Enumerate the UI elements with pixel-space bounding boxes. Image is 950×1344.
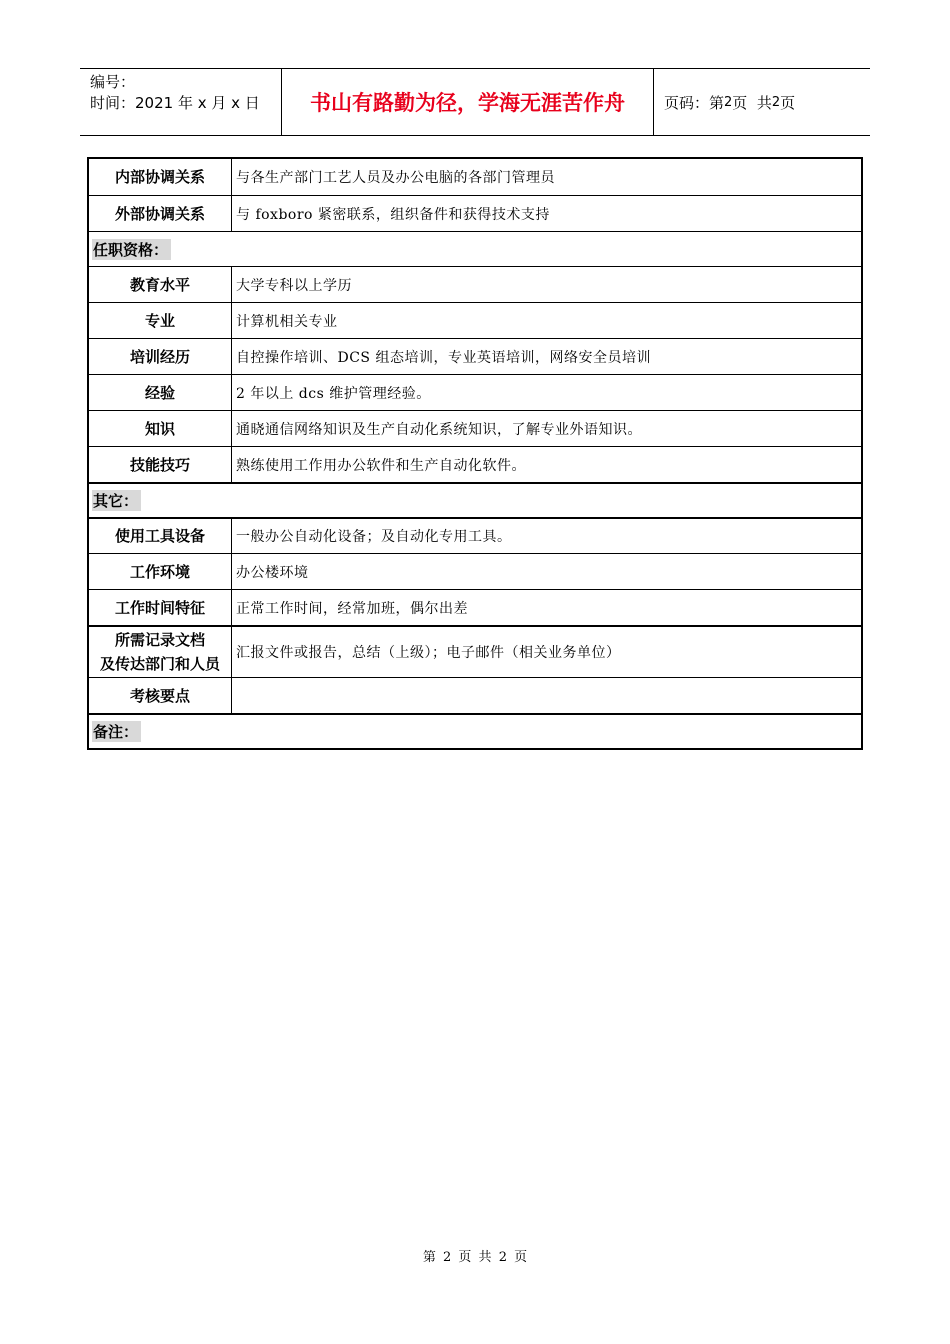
row-value: 2 年以上 dcs 维护管理经验。: [236, 385, 431, 402]
row-label: 知识: [89, 411, 232, 446]
row-value: 办公楼环境: [236, 564, 309, 581]
document-number-label: 编号：: [90, 73, 136, 91]
page-current: 2: [724, 94, 733, 110]
section-remarks: [89, 713, 861, 748]
page-footer: 第 2 页 共 2 页: [422, 1250, 528, 1265]
section-title: 任职资格：: [92, 239, 171, 260]
section-qualification: [89, 231, 861, 266]
row-label: 专业: [89, 303, 232, 338]
document-time: 时间：2021 年 x 月 x 日: [90, 94, 260, 112]
row-label: 考核要点: [89, 678, 232, 713]
row-label: 经验: [89, 375, 232, 410]
row-label-line: 及传达部门和人员: [99, 655, 220, 673]
row-label: 工作环境: [89, 554, 232, 589]
row-label: 外部协调关系: [89, 196, 232, 231]
page-total: 2: [771, 94, 781, 110]
section-other: [89, 482, 861, 517]
row-value: 自控操作培训、DCS 组态培训，专业英语培训，网络安全员培训: [236, 349, 651, 366]
row-value: 正常工作时间，经常加班，偶尔出差: [236, 600, 468, 617]
table-row: [89, 195, 861, 231]
row-label: 使用工具设备: [89, 519, 232, 553]
table-row: [89, 446, 861, 482]
row-label: 技能技巧: [89, 447, 232, 482]
table-row: [89, 374, 861, 410]
row-value: 通晓通信网络知识及生产自动化系统知识，了解专业外语知识。: [236, 421, 642, 438]
page-prefix: 页码：第: [664, 93, 725, 112]
table-row: [89, 266, 861, 302]
header-motto: 书山有路勤为径，学海无涯苦作舟: [282, 69, 654, 135]
row-label: 教育水平: [89, 267, 232, 302]
table-row: [89, 517, 861, 553]
table-row: [89, 589, 861, 625]
row-value: 大学专科以上学历: [236, 277, 352, 294]
table-row: [89, 625, 861, 677]
table-row: [89, 338, 861, 374]
row-label-line: 所需记录文档: [114, 631, 205, 649]
page-header: [80, 68, 870, 136]
job-description-table: [87, 157, 863, 750]
header-page-number: [654, 69, 870, 135]
table-row: [89, 410, 861, 446]
row-label: 内部协调关系: [89, 159, 232, 195]
row-label: 培训经历: [89, 339, 232, 374]
table-row: [89, 302, 861, 338]
row-value: 与各生产部门工艺人员及办公电脑的各部门管理员: [236, 170, 555, 186]
row-value: 熟练使用工作用办公软件和生产自动化软件。: [236, 457, 526, 474]
table-row: [89, 553, 861, 589]
table-row: [89, 159, 861, 195]
page-suffix: 页: [780, 93, 796, 112]
section-title: 其它：: [92, 490, 141, 511]
row-value: 汇报文件或报告，总结（上级）；电子邮件（相关业务单位）: [236, 645, 621, 661]
table-row: [89, 677, 861, 713]
row-value: 一般办公自动化设备；及自动化专用工具。: [236, 529, 512, 545]
row-value: 计算机相关专业: [236, 313, 338, 330]
row-value: [232, 678, 861, 713]
header-meta: [80, 69, 282, 135]
row-label: 工作时间特征: [89, 590, 232, 625]
row-value: 与 foxboro 紧密联系，组织备件和获得技术支持: [236, 206, 550, 223]
section-title: 备注：: [92, 721, 141, 742]
row-label-multiline: [89, 627, 232, 677]
page-mid: 页 共: [732, 93, 772, 112]
